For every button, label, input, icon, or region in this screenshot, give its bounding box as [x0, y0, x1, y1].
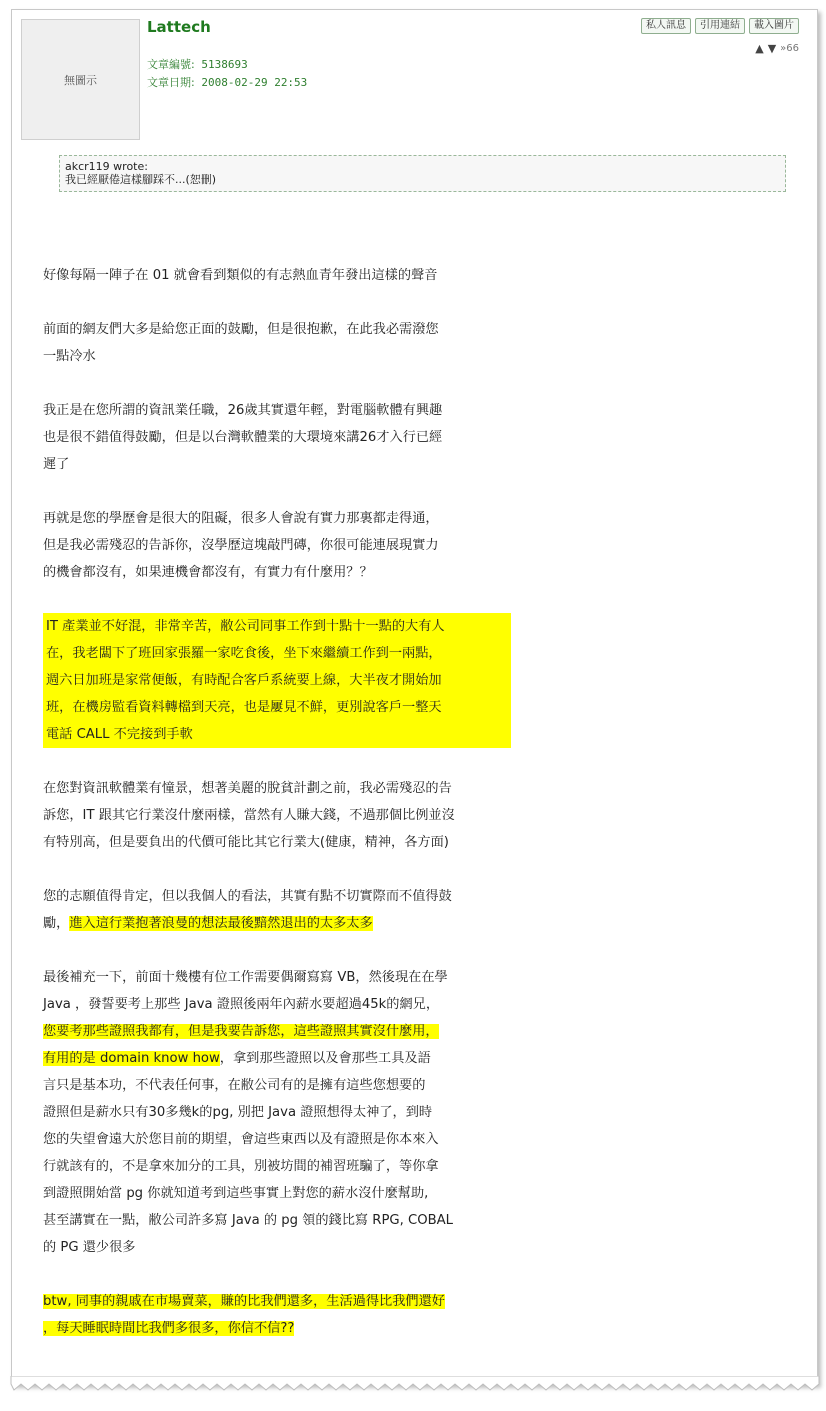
p7-line-4-highlight: 有用的是 domain know how	[43, 1051, 220, 1066]
load-images-button[interactable]: 載入圖片	[749, 18, 799, 34]
article-date-label: 文章日期:	[147, 76, 195, 89]
p1-line-1: 好像每隔一陣子在 01 就會看到類似的有志熱血青年發出這樣的聲音	[43, 268, 438, 283]
p2-line-1: 前面的網友們大多是給您正面的鼓勵，但是很抱歉，在此我必需潑您	[43, 322, 439, 337]
p4-line-3: 的機會都沒有，如果連機會都沒有，有實力有什麼用？？	[43, 565, 373, 580]
p4-line-2: 但是我必需殘忍的告訴你，沒學歷這塊敲門磚，你很可能連展現實力	[43, 538, 439, 553]
paragraph-highlight	[43, 613, 511, 748]
p3-line-2: 也是很不錯值得鼓勵，但是以台灣軟體業的大環境來講26才入行已經	[43, 430, 443, 445]
paragraph-6	[43, 883, 513, 937]
article-date-value: 2008-02-29 22:53	[201, 76, 308, 89]
p5-line-1: 在您對資訊軟體業有憧景，想著美麗的脫貧計劃之前，我必需殘忍的告	[43, 781, 452, 796]
p5-line-2: 訴您，IT 跟其它行業沒什麼兩樣，當然有人賺大錢，不過那個比例並沒	[43, 808, 455, 823]
article-number-value: 5138693	[201, 58, 248, 71]
p7-line-1: 最後補充一下，前面十幾樓有位工作需要偶爾寫寫 VB，然後現在在學	[43, 970, 448, 985]
quote-text: 我已經厭倦這樣腳踩不...(恕刪)	[65, 173, 217, 186]
p8-line-1-highlight: btw, 同事的親戚在市場賣菜，賺的比我們還多，生活過得比我們還好	[43, 1294, 445, 1309]
p7-line-4-plain: ，拿到那些證照以及會那些工具及語	[219, 1051, 431, 1066]
vote-controls	[755, 42, 799, 55]
p7-line-9: 到證照開始當 pg 你就知道考到這些事實上對您的薪水沒什麼幫助,	[43, 1186, 429, 1201]
paragraph-1	[43, 262, 513, 289]
paragraph-8	[43, 1288, 513, 1342]
torn-edge	[8, 1376, 822, 1406]
p7-line-11: 的 PG 還少很多	[43, 1240, 136, 1255]
hl-line-4: 班，在機房監看資料轉檔到天亮，也是屢見不鮮，更別說客戶一整天	[46, 700, 442, 715]
p4-line-1: 再就是您的學歷會是很大的阻礙，很多人會說有實力那裏都走得通，	[43, 511, 439, 526]
paragraph-7	[43, 964, 513, 1261]
author-name[interactable]: Lattech	[147, 18, 211, 36]
post-body	[43, 262, 513, 1369]
paragraph-2	[43, 316, 513, 370]
article-date	[147, 74, 307, 90]
p7-line-8: 行就該有的，不是拿來加分的工具，別被坊間的補習班騙了，等你拿	[43, 1159, 439, 1174]
p2-line-2: 一點冷水	[43, 349, 96, 364]
post-actions	[641, 18, 799, 34]
hl-line-1: IT 產業並不好混，非常辛苦，敝公司同事工作到十點十一點的大有人	[46, 619, 445, 634]
article-number-label: 文章編號:	[147, 58, 195, 71]
p6-line-2-plain: 勵，	[43, 916, 70, 931]
vote-up-icon[interactable]: ▲	[755, 42, 764, 55]
paragraph-5	[43, 775, 513, 856]
p3-line-3: 遲了	[43, 457, 70, 472]
paragraph-4	[43, 505, 513, 586]
p8-line-2-highlight: ，每天睡眠時間比我們多很多，你信不信??	[43, 1321, 295, 1336]
paragraph-3	[43, 397, 513, 478]
p7-line-5: 言只是基本功，不代表任何事，在敝公司有的是擁有這些您想要的	[43, 1078, 426, 1093]
p7-line-7: 您的失望會遠大於您目前的期望，會這些東西以及有證照是你本來入	[43, 1132, 439, 1147]
hl-line-5: 電話 CALL 不完接到手軟	[46, 727, 193, 742]
p7-line-6: 證照但是薪水只有30多幾k的pg, 別把 Java 證照想得太神了，到時	[43, 1105, 433, 1120]
avatar	[21, 19, 140, 140]
vote-count: »66	[780, 43, 799, 54]
pm-button[interactable]: 私人訊息	[641, 18, 691, 34]
p7-line-2: Java ，發誓要考上那些 Java 證照後兩年內薪水要超過45k的網兄，	[43, 997, 440, 1012]
hl-line-3: 週六日加班是家常便飯，有時配合客戶系統要上線，大半夜才開始加	[46, 673, 442, 688]
avatar-text: 無圖示	[64, 73, 97, 87]
p5-line-3: 有特別高，但是要負出的代價可能比其它行業大(健康，精神，各方面)	[43, 835, 449, 850]
quote-author: akcr119 wrote:	[65, 160, 148, 173]
p6-line-2-highlight: 進入這行業抱著浪曼的想法最後黯然退出的太多太多	[69, 916, 373, 931]
p6-line-1: 您的志願值得肯定，但以我個人的看法，其實有點不切實際而不值得鼓	[43, 889, 452, 904]
p3-line-1: 我正是在您所謂的資訊業任職，26歲其實還年輕，對電腦軟體有興趣	[43, 403, 443, 418]
hl-line-2: 在，我老闆下了班回家張羅一家吃食後，坐下來繼續工作到一兩點，	[46, 646, 442, 661]
quote-link-button[interactable]: 引用連結	[695, 18, 745, 34]
article-number	[147, 56, 248, 72]
p7-line-3-highlight: 您要考那些證照我都有，但是我要告訴您，這些證照其實沒什麼用，	[43, 1024, 439, 1039]
p7-line-10: 甚至講實在一點，敝公司許多寫 Java 的 pg 領的錢比寫 RPG, COBAL	[43, 1213, 454, 1228]
vote-down-icon[interactable]: ▼	[767, 42, 777, 55]
quote-box	[59, 155, 786, 192]
